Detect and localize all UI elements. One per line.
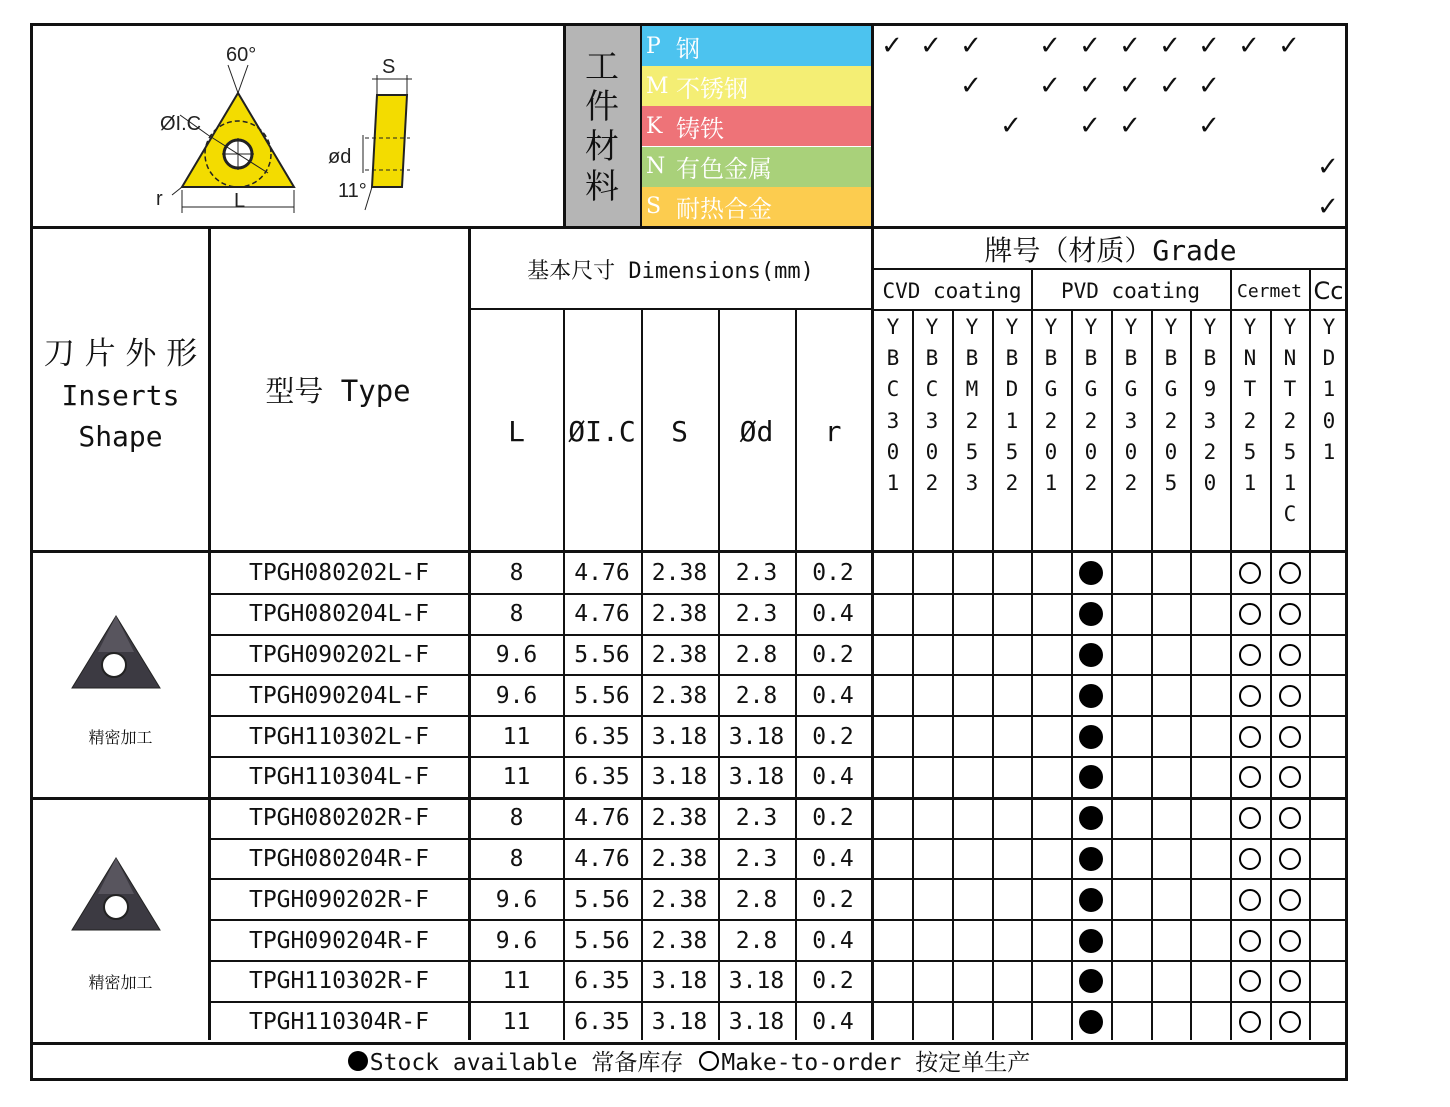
order-ring-icon — [1239, 970, 1261, 992]
order-ring-icon — [1239, 930, 1261, 952]
grade-col-header: Y B C 3 0 2 — [925, 315, 939, 496]
dimension-cell-d: 2.8 — [735, 641, 778, 668]
order-ring-icon — [1279, 807, 1301, 829]
cermet-header: Cermet — [1236, 280, 1303, 302]
dimension-cell-d: 3.18 — [728, 723, 785, 750]
dimension-cell-d: 3.18 — [728, 764, 785, 791]
grade-col-header: Y N T 2 5 1 — [1243, 315, 1257, 496]
dimension-cell-l: 11 — [502, 968, 531, 995]
cc-header: Cc — [1313, 277, 1344, 305]
material-code: N — [646, 154, 666, 180]
check-mark-icon: ✓ — [960, 71, 982, 102]
grade-col-header: Y B M 2 5 3 — [965, 315, 979, 496]
material-row-p — [642, 26, 871, 66]
make-to-order-cell — [1230, 675, 1270, 716]
material-name: 耐热合金 — [676, 195, 772, 224]
material-code: S — [646, 194, 662, 220]
check-mark-icon: ✓ — [1159, 71, 1181, 102]
dimension-cell-ic: 5.56 — [574, 927, 630, 954]
dimension-cell-s: 2.38 — [651, 601, 708, 628]
material-name: 有色金属 — [676, 155, 772, 184]
check-mark-icon: ✓ — [1079, 111, 1101, 142]
dimension-cell-l: 8 — [509, 805, 524, 832]
dimension-col-header: r — [824, 414, 842, 448]
shape-header — [33, 330, 208, 460]
material-name: 铸铁 — [676, 114, 724, 143]
dimension-cell-l: 8 — [509, 601, 524, 628]
dimension-cell-r: 0.4 — [812, 845, 854, 872]
group-2-label: 精密加工 — [88, 972, 153, 992]
order-ring-icon — [1239, 685, 1261, 707]
check-mark-icon: ✓ — [1119, 31, 1141, 61]
dimension-cell-l: 11 — [502, 723, 531, 750]
legend-order: Make-to-order 按定单生产 — [721, 1050, 1031, 1076]
dimension-cell-r: 0.4 — [812, 927, 854, 954]
order-ring-icon — [1239, 644, 1261, 666]
shape-header-en-1: Inserts — [61, 378, 180, 412]
make-to-order-cell — [1270, 920, 1309, 961]
material-row-k — [642, 106, 871, 146]
make-to-order-cell — [1270, 961, 1309, 1002]
order-ring-icon — [1279, 603, 1301, 625]
l-label: L — [234, 190, 246, 212]
dimension-cell-s: 2.38 — [651, 641, 708, 668]
dimension-cell-ic: 4.76 — [574, 805, 630, 832]
make-to-order-cell — [1230, 920, 1270, 961]
check-mark-icon: ✓ — [1198, 31, 1220, 61]
make-to-order-cell — [1270, 798, 1309, 839]
check-mark-icon: ✓ — [1198, 111, 1220, 142]
check-mark-icon: ✓ — [1039, 31, 1061, 61]
stock-dot-icon — [1079, 684, 1103, 708]
dimension-cell-r: 0.2 — [812, 641, 854, 668]
make-to-order-cell — [1230, 635, 1270, 676]
dimension-cell-ic: 6.35 — [574, 968, 630, 995]
order-ring-icon — [1239, 807, 1261, 829]
stock-cell — [1071, 553, 1111, 594]
stock-dot-icon — [1079, 643, 1103, 667]
type-cell: TPGH080202L-F — [248, 560, 429, 587]
dimension-cell-ic: 4.76 — [574, 845, 630, 872]
dimension-cell-d: 2.3 — [735, 805, 778, 832]
check-mark-icon: ✓ — [1079, 71, 1101, 102]
dimension-col-header: Ød — [739, 414, 774, 448]
dimension-cell-d: 3.18 — [728, 1009, 785, 1036]
order-ring-icon — [1279, 1011, 1301, 1033]
dimension-cell-d: 2.3 — [735, 601, 778, 628]
r-label: r — [156, 188, 163, 210]
check-mark-icon: ✓ — [1039, 71, 1061, 102]
stock-dot-icon — [1079, 847, 1103, 871]
stock-dot-icon — [1079, 888, 1103, 912]
stock-cell — [1071, 798, 1111, 839]
angle-label: 60° — [226, 44, 257, 66]
grade-header: 牌号（材质）Grade — [984, 234, 1237, 267]
check-mark-icon: ✓ — [1119, 71, 1141, 102]
make-to-order-cell — [1270, 716, 1309, 757]
make-to-order-cell — [1270, 594, 1309, 635]
dimension-cell-ic: 4.76 — [574, 601, 630, 628]
dimension-cell-r: 0.2 — [812, 560, 854, 587]
d-label: ød — [328, 146, 352, 168]
stock-dot-icon — [1079, 765, 1103, 789]
grade-col-header: Y B G 3 0 2 — [1124, 315, 1138, 496]
make-to-order-cell — [1270, 879, 1309, 920]
grade-col-header: Y D 1 0 1 — [1322, 315, 1336, 464]
type-cell: TPGH110302R-F — [248, 968, 429, 995]
dimension-col-header: S — [671, 414, 688, 448]
material-row-n — [642, 147, 871, 187]
make-to-order-cell — [1230, 757, 1270, 798]
dimension-cell-ic: 6.35 — [574, 1009, 630, 1036]
check-mark-icon: ✓ — [1159, 31, 1181, 61]
stock-cell — [1071, 1002, 1111, 1043]
check-mark-icon: ✓ — [881, 31, 903, 61]
legend — [33, 1042, 1345, 1079]
grade-col-header: Y B D 1 5 2 — [1005, 315, 1019, 496]
dimension-cell-s: 2.38 — [651, 927, 708, 954]
dimension-cell-s: 2.38 — [651, 805, 708, 832]
dimension-cell-l: 9.6 — [495, 886, 538, 913]
dimension-cell-ic: 5.56 — [574, 641, 630, 668]
dimension-cell-s: 3.18 — [651, 764, 708, 791]
dimension-cell-s: 2.38 — [651, 886, 708, 913]
dimension-cell-d: 2.3 — [735, 560, 778, 587]
legend-stock: Stock available 常备库存 — [369, 1050, 684, 1076]
stock-dot-icon — [1079, 725, 1103, 749]
make-to-order-cell — [1270, 757, 1309, 798]
make-to-order-cell — [1230, 839, 1270, 880]
check-mark-icon: ✓ — [1238, 31, 1260, 61]
dimension-cell-ic: 6.35 — [574, 723, 630, 750]
workpiece-char-2: 件 — [585, 86, 619, 127]
stock-cell — [1071, 635, 1111, 676]
s-label: S — [382, 56, 396, 78]
dimension-cell-d: 2.3 — [735, 845, 778, 872]
dimension-cell-s: 3.18 — [651, 723, 708, 750]
stock-cell — [1071, 920, 1111, 961]
dimension-cell-r: 0.4 — [812, 601, 854, 628]
grade-col-header: Y N T 2 5 1 C — [1283, 315, 1297, 527]
insert-side-view — [372, 95, 407, 187]
grade-col-header: Y B G 2 0 1 — [1044, 315, 1058, 496]
stock-dot-icon — [1079, 969, 1103, 993]
dimension-cell-l: 9.6 — [495, 641, 538, 668]
dimension-cell-s: 3.18 — [651, 968, 708, 995]
order-ring-icon — [1279, 970, 1301, 992]
workpiece-char-3: 材 — [585, 126, 619, 167]
order-ring-icon — [1279, 562, 1301, 584]
stock-dot-icon — [1079, 561, 1103, 585]
cvd-coating-header: CVD coating — [882, 279, 1022, 303]
pvd-coating-header: PVD coating — [1060, 279, 1201, 303]
dimension-cell-r: 0.2 — [812, 968, 854, 995]
dimension-cell-r: 0.2 — [812, 805, 854, 832]
insert-geometry-diagram — [150, 35, 420, 220]
dimension-cell-l: 11 — [502, 1009, 531, 1036]
workpiece-material-title — [563, 26, 641, 227]
type-cell: TPGH090204R-F — [248, 927, 429, 954]
type-cell: TPGH090202L-F — [248, 641, 429, 668]
dimension-cell-ic: 5.56 — [574, 886, 630, 913]
check-mark-icon: ✓ — [1317, 191, 1339, 222]
dimension-cell-l: 9.6 — [495, 927, 538, 954]
make-to-order-cell — [1270, 635, 1309, 676]
dimension-col-header: L — [508, 414, 525, 448]
make-to-order-cell — [1270, 839, 1309, 880]
order-ring-icon — [1279, 644, 1301, 666]
ic-label: ØI.C — [160, 113, 202, 135]
group-1-label: 精密加工 — [88, 727, 153, 747]
material-code: P — [646, 33, 661, 59]
check-mark-icon: ✓ — [1000, 111, 1022, 142]
material-name: 钢 — [676, 34, 700, 63]
make-to-order-cell — [1230, 879, 1270, 920]
type-cell: TPGH110304L-F — [248, 764, 429, 791]
order-ring-icon — [1239, 1011, 1261, 1033]
left-hand-insert-image — [68, 610, 164, 694]
dimension-cell-l: 8 — [509, 560, 524, 587]
dimension-cell-d: 2.8 — [735, 886, 778, 913]
order-ring-icon — [699, 1051, 719, 1071]
order-ring-icon — [1239, 562, 1261, 584]
dimension-cell-d: 2.8 — [735, 927, 778, 954]
make-to-order-cell — [1230, 798, 1270, 839]
clearance-label: 11° — [338, 180, 367, 202]
make-to-order-cell — [1230, 961, 1270, 1002]
dimension-cell-r: 0.4 — [812, 764, 854, 791]
check-mark-icon: ✓ — [1079, 31, 1101, 61]
make-to-order-cell — [1230, 594, 1270, 635]
dimension-cell-r: 0.4 — [812, 1009, 854, 1036]
check-mark-icon: ✓ — [1198, 71, 1220, 102]
dimension-cell-s: 2.38 — [651, 682, 708, 709]
shape-header-cn: 刀 片 外 形 — [43, 335, 198, 372]
stock-cell — [1071, 757, 1111, 798]
make-to-order-cell — [1230, 553, 1270, 594]
dimension-col-header: ØI.C — [568, 414, 636, 448]
grade-col-header: Y B G 2 0 2 — [1084, 315, 1098, 496]
dimension-cell-l: 8 — [509, 845, 524, 872]
check-mark-icon: ✓ — [1119, 111, 1141, 142]
stock-cell — [1071, 594, 1111, 635]
stock-dot-icon — [1079, 602, 1103, 626]
make-to-order-cell — [1230, 716, 1270, 757]
type-cell: TPGH090202R-F — [248, 886, 429, 913]
stock-dot-icon — [348, 1051, 368, 1071]
check-mark-icon: ✓ — [1278, 31, 1300, 61]
make-to-order-cell — [1230, 1002, 1270, 1043]
right-hand-insert-image — [68, 852, 164, 936]
check-mark-icon: ✓ — [920, 31, 942, 61]
dimension-cell-r: 0.4 — [812, 682, 854, 709]
workpiece-char-4: 料 — [585, 166, 619, 207]
stock-dot-icon — [1079, 806, 1103, 830]
material-name: 不锈钢 — [676, 74, 748, 103]
order-ring-icon — [1239, 889, 1261, 911]
order-ring-icon — [1279, 766, 1301, 788]
order-ring-icon — [1239, 603, 1261, 625]
stock-cell — [1071, 961, 1111, 1002]
dimension-cell-s: 3.18 — [651, 1009, 708, 1036]
stock-cell — [1071, 839, 1111, 880]
order-ring-icon — [1279, 889, 1301, 911]
dimension-cell-d: 3.18 — [728, 968, 785, 995]
stock-cell — [1071, 675, 1111, 716]
order-ring-icon — [1239, 766, 1261, 788]
stock-cell — [1071, 879, 1111, 920]
check-mark-icon: ✓ — [960, 31, 982, 61]
make-to-order-cell — [1270, 1002, 1309, 1043]
order-ring-icon — [1239, 848, 1261, 870]
shape-header-en-2: Shape — [78, 419, 163, 453]
dimension-cell-s: 2.38 — [651, 845, 708, 872]
dimension-cell-r: 0.2 — [812, 723, 854, 750]
type-header: 型号 Type — [265, 374, 411, 408]
make-to-order-cell — [1270, 675, 1309, 716]
make-to-order-cell — [1270, 553, 1309, 594]
material-row-m — [642, 66, 871, 106]
dimensions-header: 基本尺寸 Dimensions(mm) — [527, 258, 814, 284]
type-cell: TPGH080204R-F — [248, 845, 429, 872]
stock-dot-icon — [1079, 1010, 1103, 1034]
type-cell: TPGH090204L-F — [248, 682, 429, 709]
material-code: M — [646, 73, 669, 99]
type-cell: TPGH080204L-F — [248, 601, 429, 628]
material-row-s — [642, 187, 871, 227]
order-ring-icon — [1279, 930, 1301, 952]
order-ring-icon — [1239, 726, 1261, 748]
order-ring-icon — [1279, 685, 1301, 707]
dimension-cell-d: 2.8 — [735, 682, 778, 709]
workpiece-char-1: 工 — [585, 46, 619, 87]
dimension-cell-ic: 4.76 — [574, 560, 630, 587]
dimension-cell-s: 2.38 — [651, 560, 708, 587]
dimension-cell-r: 0.2 — [812, 886, 854, 913]
stock-cell — [1071, 716, 1111, 757]
check-mark-icon: ✓ — [1317, 151, 1339, 182]
material-code: K — [646, 113, 663, 139]
grade-col-header: Y B 9 3 2 0 — [1203, 315, 1217, 496]
order-ring-icon — [1279, 848, 1301, 870]
dimension-cell-l: 11 — [502, 764, 531, 791]
type-cell: TPGH110304R-F — [248, 1009, 429, 1036]
type-cell: TPGH110302L-F — [248, 723, 429, 750]
type-cell: TPGH080202R-F — [248, 805, 429, 832]
dimension-cell-l: 9.6 — [495, 682, 538, 709]
grade-col-header: Y B C 3 0 1 — [886, 315, 900, 496]
order-ring-icon — [1279, 726, 1301, 748]
grade-col-header: Y B G 2 0 5 — [1164, 315, 1178, 496]
dimension-cell-ic: 6.35 — [574, 764, 630, 791]
dimension-cell-ic: 5.56 — [574, 682, 630, 709]
stock-dot-icon — [1079, 929, 1103, 953]
